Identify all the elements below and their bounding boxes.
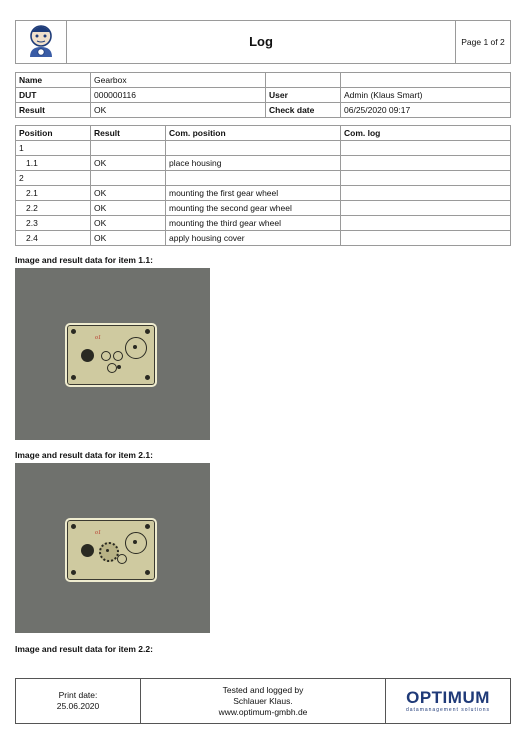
table-row [16,231,511,246]
gearbox-housing: o1 [65,518,157,582]
section-title-item-2-1: Image and result data for item 2.1: [15,450,153,460]
section-title-item-1-1: Image and result data for item 1.1: [15,255,153,265]
info-table [15,72,511,118]
com-log-cell [341,201,511,216]
user-label: User [266,88,341,103]
brand-block [386,679,511,724]
result-cell [91,171,166,186]
com-log-cell [341,171,511,186]
com-position-cell: mounting the third gear wheel [166,216,341,231]
result-label: Result [16,103,91,118]
com-position-cell: apply housing cover [166,231,341,246]
table-row [16,216,511,231]
result-cell: OK [91,231,166,246]
com-position-cell [166,171,341,186]
com-position-cell [166,141,341,156]
table-row [16,156,511,171]
positions-table [15,125,511,246]
gear-wheel [99,542,119,562]
com-log-cell [341,216,511,231]
result-cell [91,141,166,156]
footer [15,678,511,724]
result-cell: OK [91,156,166,171]
tester-name: Schlauer Klaus. [233,695,293,706]
website-link[interactable]: www.optimum-gmbh.de [218,706,308,717]
com-log-cell [341,156,511,171]
column-header-com-position: Com. position [166,126,341,141]
page-title: Log [67,21,456,64]
result-cell: OK [91,186,166,201]
column-header-com-log: Com. log [341,126,511,141]
page-indicator: Page 1 of 2 [456,21,511,64]
check-date-value: 06/25/2020 09:17 [341,103,511,118]
inspection-photo-item-1-1 [15,268,210,440]
com-log-cell [341,186,511,201]
robot-mascot-icon [26,22,56,58]
print-date-value: 25.06.2020 [56,701,100,711]
position-cell: 1.1 [16,156,91,171]
com-position-cell: place housing [166,156,341,171]
result-value: OK [91,103,266,118]
table-row [16,141,511,156]
tested-by-block [141,679,386,724]
com-log-cell [341,231,511,246]
empty-value-cell [341,73,511,88]
name-value: Gearbox [91,73,266,88]
position-cell: 1 [16,141,91,156]
section-title-item-2-2: Image and result data for item 2.2: [15,644,153,654]
table-row [16,171,511,186]
column-header-result: Result [91,126,166,141]
dut-label: DUT [16,88,91,103]
brand-tagline: datamanagement solutions [405,707,491,713]
print-date-block [16,679,141,724]
user-value: Admin (Klaus Smart) [341,88,511,103]
gearbox-housing: o1 [65,323,157,387]
position-cell: 2 [16,171,91,186]
com-log-cell [341,141,511,156]
inspection-photo-item-2-1 [15,463,210,633]
result-cell: OK [91,216,166,231]
table-row [16,201,511,216]
column-header-position: Position [16,126,91,141]
optimum-logo: OPTIMUM [406,688,490,707]
logo-cell [16,21,67,64]
position-cell: 2.2 [16,201,91,216]
check-date-label: Check date [266,103,341,118]
name-label: Name [16,73,91,88]
result-cell: OK [91,201,166,216]
position-cell: 2.1 [16,186,91,201]
table-row [16,186,511,201]
header-table [15,20,511,64]
empty-label-cell [266,73,341,88]
com-position-cell: mounting the second gear wheel [166,201,341,216]
com-position-cell: mounting the first gear wheel [166,186,341,201]
position-cell: 2.4 [16,231,91,246]
tested-by-line: Tested and logged by [222,684,304,695]
print-date-label: Print date: [58,690,98,700]
position-cell: 2.3 [16,216,91,231]
dut-value: 000000116 [91,88,266,103]
